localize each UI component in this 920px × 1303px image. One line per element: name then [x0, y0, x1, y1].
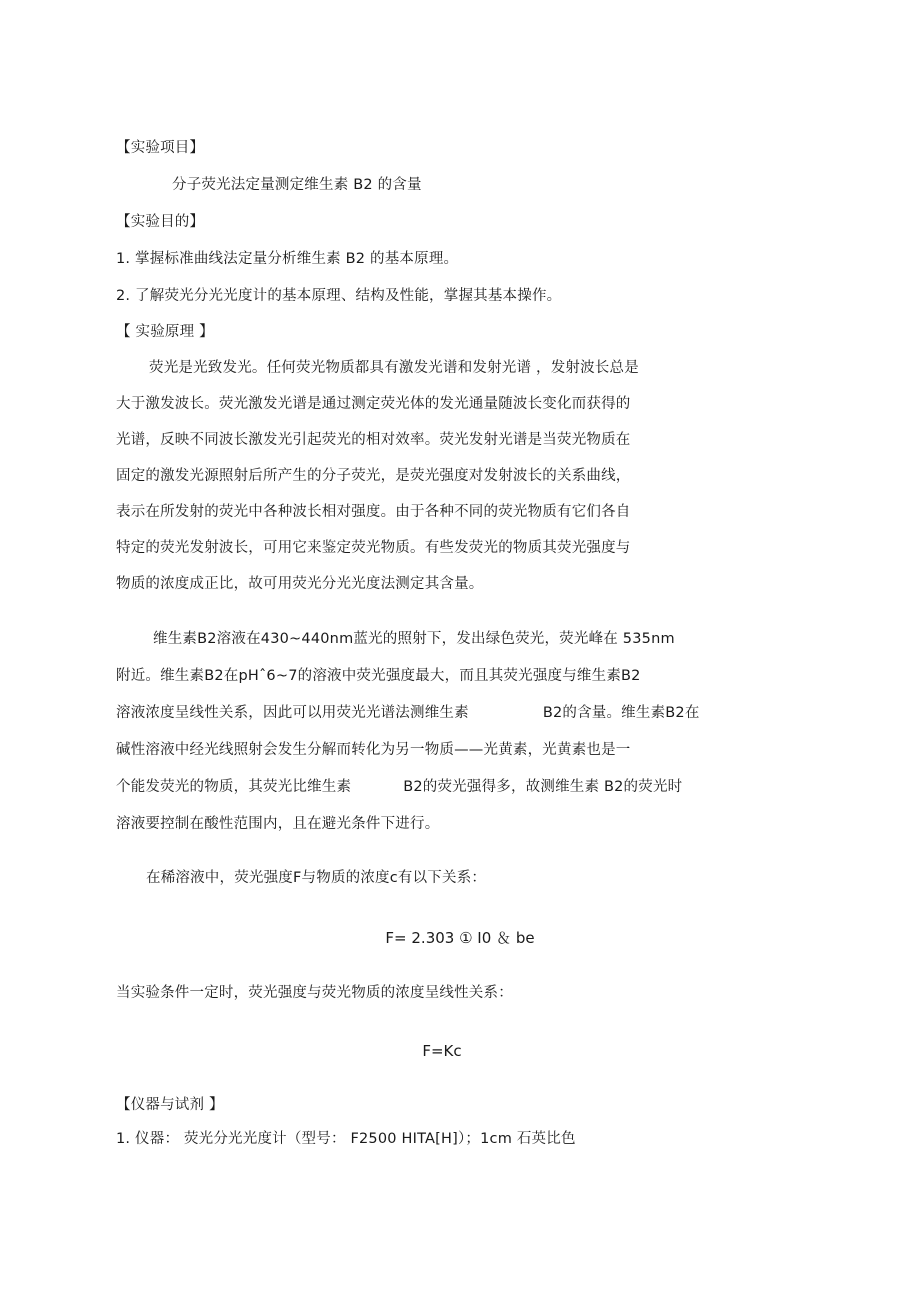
principle-para1-line4: 固定的激发光源照射后所产生的分子荧光，是荧光强度对发射波长的关系曲线，	[116, 468, 631, 484]
instrument-heading: 【仪器与试剂 】	[116, 1097, 224, 1113]
principle-para2-line5-part1: 个能发荧光的物质，其荧光比维生素	[116, 779, 352, 795]
project-title: 分子荧光法定量测定维生素 B2 的含量	[172, 177, 422, 193]
principle-para2-line3-part2: B2的含量。维生素B2在	[542, 705, 700, 721]
principle-para2-line2: 附近。维生素B2在pHˆ6~7的溶液中荧光强度最大，而且其荧光强度与维生素B2	[116, 668, 641, 684]
instrument-item-1: 1. 仪器： 荧光分光光度计（型号： F2500 HITA[H]）；1cm 石英比色	[116, 1131, 576, 1147]
formula-fluorescence: F= 2.303 ① I0 ＆ be	[385, 929, 535, 947]
principle-para1-line5: 表示在所发射的荧光中各种波长相对强度。由于各种不同的荧光物质有它们各自	[116, 504, 631, 520]
purpose-heading: 【实验目的】	[116, 214, 205, 230]
principle-para1-line7: 物质的浓度成正比，故可用荧光分光光度法测定其含量。	[116, 576, 484, 592]
purpose-item-2: 2. 了解荧光分光光度计的基本原理、结构及性能，掌握其基本操作。	[116, 288, 562, 304]
principle-para2-line5	[116, 777, 682, 797]
principle-para2-line4: 碱性溶液中经光线照射会发生分解而转化为另一物质——光黄素，光黄素也是一	[116, 742, 631, 758]
principle-para1-line3: 光谱，反映不同波长激发光引起荧光的相对效率。荧光发射光谱是当荧光物质在	[116, 432, 631, 448]
principle-para1-line6: 特定的荧光发射波长，可用它来鉴定荧光物质。有些发荧光的物质其荧光强度与	[116, 540, 631, 556]
principle-para1-line2: 大于激发波长。荧光激发光谱是通过测定荧光体的发光通量随波长变化而获得的	[116, 396, 631, 412]
principle-para2-line1: 维生素B2溶液在430~440nm蓝光的照射下，发出绿色荧光，荧光峰在 535nm	[153, 631, 675, 647]
purpose-item-1: 1. 掌握标准曲线法定量分析维生素 B2 的基本原理。	[116, 251, 459, 267]
principle-para1-line1: 荧光是光致发光。任何荧光物质都具有激发光谱和发射光谱 ，发射波长总是	[149, 360, 639, 376]
principle-para2-line6: 溶液要控制在酸性范围内，且在避光条件下进行。	[116, 816, 440, 832]
formula-linear: F=Kc	[422, 1042, 462, 1060]
linear-relation-line: 当实验条件一定时，荧光强度与荧光物质的浓度呈线性关系：	[116, 985, 513, 1001]
principle-para2-line3	[116, 703, 700, 723]
principle-para2-line5-part2: B2的荧光强得多，故测维生素 B2的荧光时	[403, 779, 683, 795]
project-heading: 【实验项目】	[116, 140, 205, 156]
principle-heading: 【 实验原理 】	[116, 324, 214, 340]
dilute-solution-line: 在稀溶液中，荧光强度F与物质的浓度c有以下关系：	[146, 870, 487, 886]
principle-para2-line3-part1: 溶液浓度呈线性关系，因此可以用荧光光谱法测维生素	[116, 705, 469, 721]
